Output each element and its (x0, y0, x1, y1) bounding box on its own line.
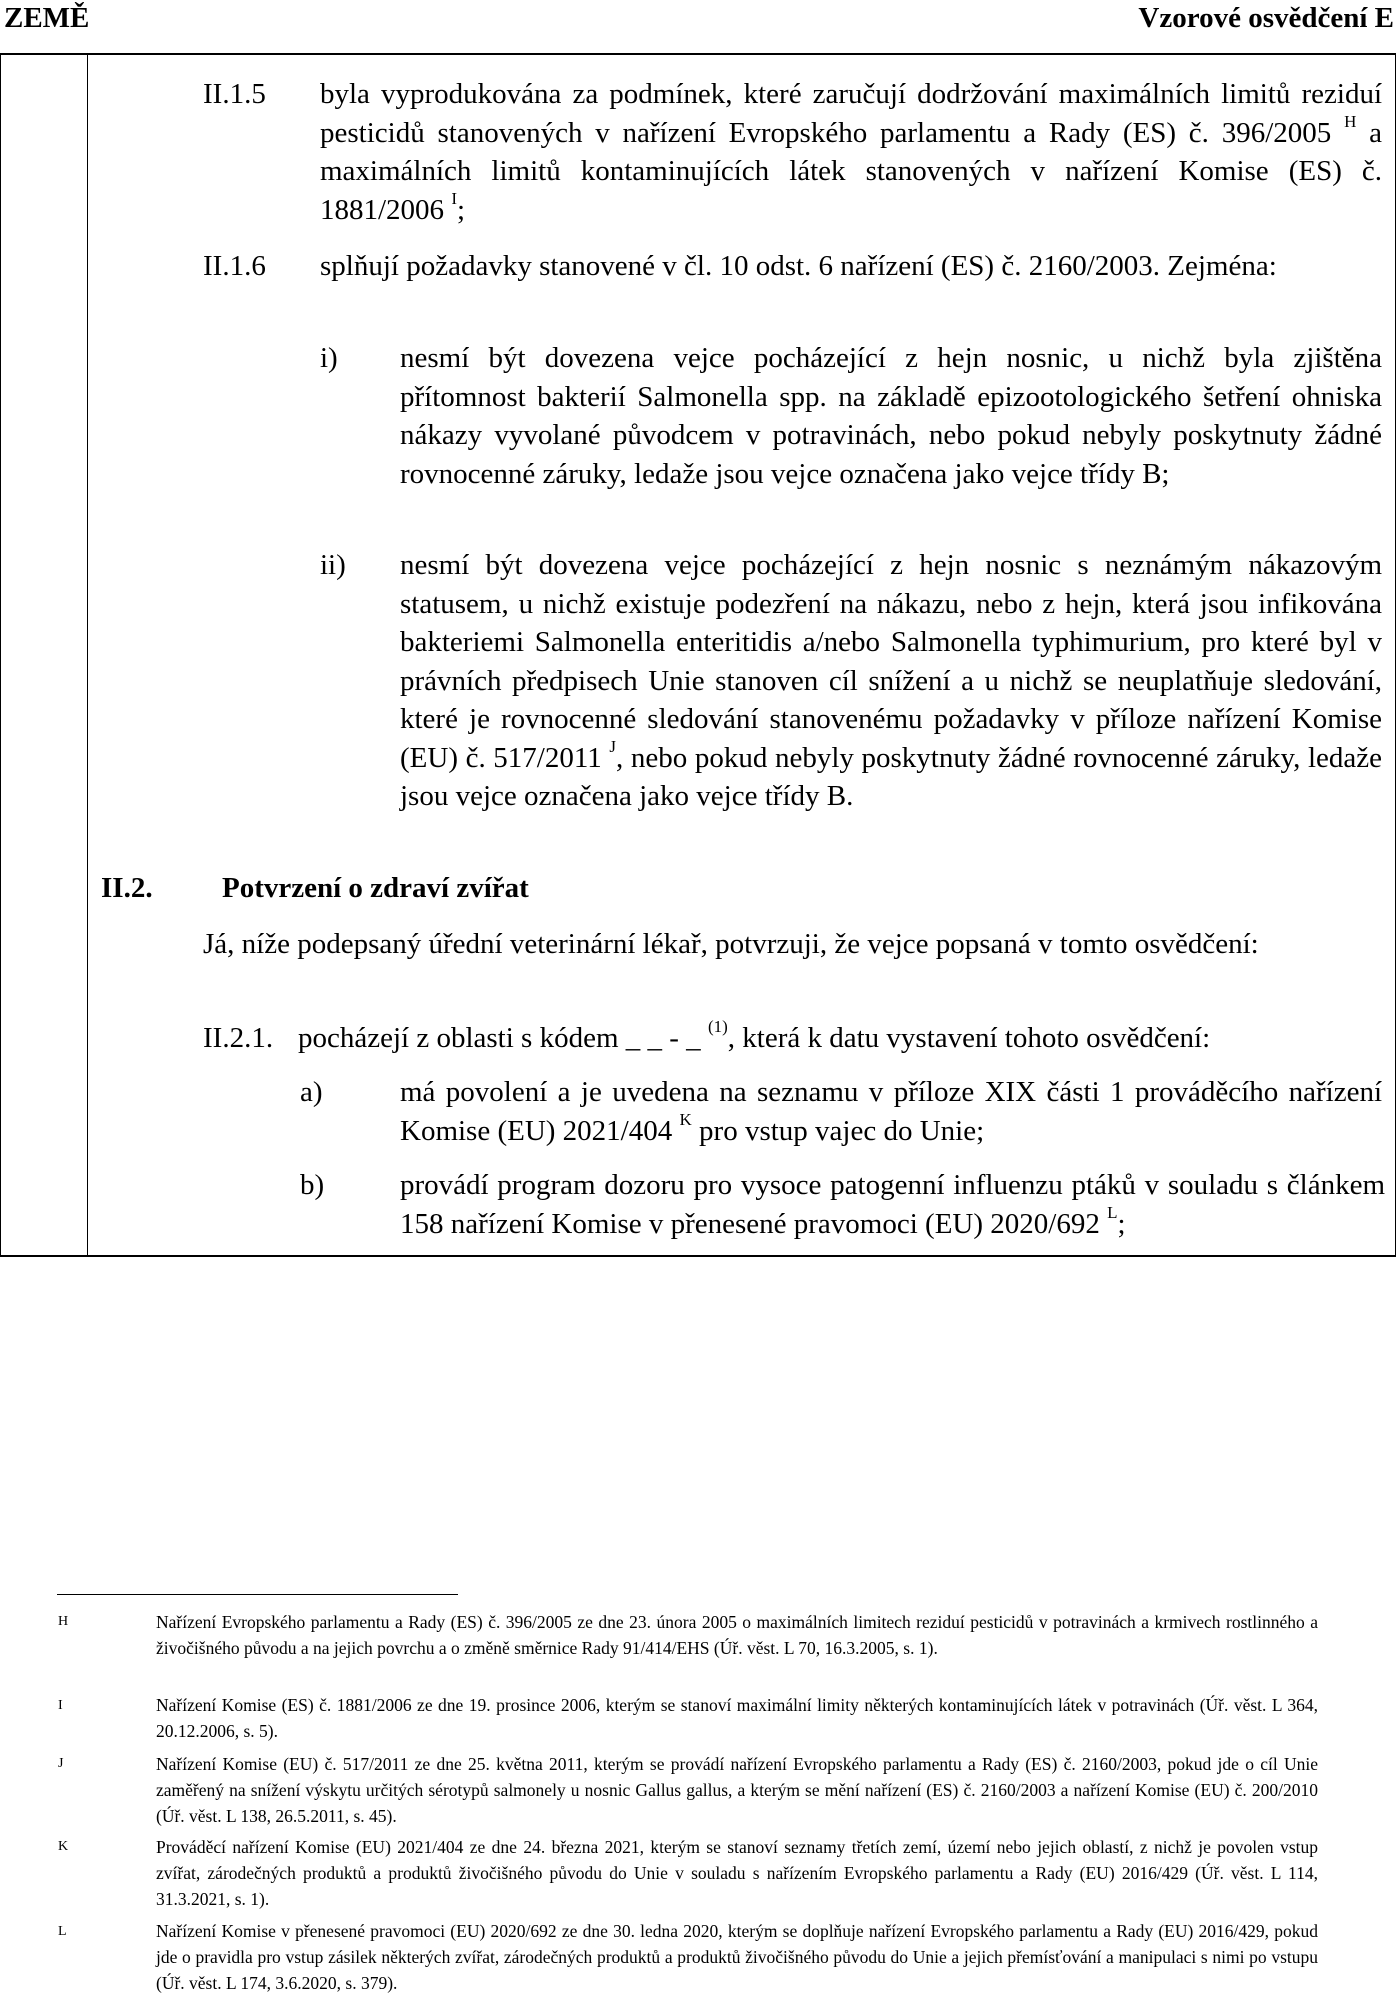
footnote-ref-l[interactable]: L (1107, 1202, 1118, 1222)
header-certificate-title: Vzorové osvědčení E (1138, 2, 1394, 34)
section-II-1-6-text: splňují požadavky stanovené v čl. 10 odst. 6 nařízení (ES) č. 2160/2003. Zejména: (320, 250, 1277, 282)
section-number-II-2: II.2. (101, 872, 153, 904)
footnote-separator (57, 1594, 458, 1595)
section-number-II-1-5: II.1.5 (203, 78, 266, 110)
section-number-II-2-1: II.2.1. (203, 1022, 274, 1054)
item-i-text: nesmí být dovezena vejce pocházející z hejn nosnic, u nichž byla zjištěna přítomnost bakterií Salmonella spp. na základě epizootologického šetření ohniska nákazy vyvolané původcem v potravinách, nebo pokud nebyly poskytnuty žádné rovnocenné záruky, ledaže jsou vejce označena jako vejce třídy B; (400, 342, 1382, 490)
footnote-ref-h[interactable]: H (1344, 111, 1357, 131)
item-a-marker: a) (300, 1076, 323, 1108)
footnote-text-j: Nařízení Komise (EU) č. 517/2011 ze dne 25. května 2011, kterým se provádí nařízení Evropského parlamentu a Rady (ES) č. 2160/2003, pokud jde o cíl Unie zaměřený na snížení výskytu určitých sérotypů salmonely u nosnic Gallus gallus, a kterým se mění nařízení (ES) č. 2160/2003 a nařízení Komise (EU) č. 200/2010 (Úř. věst. L 138, 26.5.2011, s. 45). (156, 1754, 1318, 1826)
item-a-text: má povolení a je uvedena na seznamu v příloze XIX části 1 prováděcího nařízení Komise (EU) 2021/404 $^K$ pro vstup vajec do Unie; (400, 1076, 1382, 1147)
footnote-mark-i: I (58, 1698, 63, 1713)
item-b-text: provádí program dozoru pro vysoce patogenní influenzu ptáků v souladu s článkem 158 nařízení Komise v přenesené pravomoci (EU) 2020/692 $^L$; (400, 1169, 1385, 1240)
section-II-2-intro: Já, níže podepsaný úřední veterinární lékař, potvrzuji, že vejce popsaná v tomto osvědčení: (203, 928, 1259, 960)
section-II-1-5-text: byla vyprodukována za podmínek, které zaručují dodržování maximálních limitů reziduí pesticidů stanovených v nařízení Evropského parlamentu a Rady (ES) č. 396/2005 $^H$ a maximálních limitů kontaminujících látek stanovených v nařízení Komise (ES) č. 1881/2006 $^I$; (320, 78, 1382, 226)
footnote-text-k: Prováděcí nařízení Komise (EU) 2021/404 ze dne 24. března 2021, kterým se stanoví seznamy třetích zemí, území nebo jejich oblastí, z nichž je povolen vstup zvířat, zárodečných produktů a produktů živočišného původu do Unie v souladu s nařízením Evropského parlamentu a Rady (EU) 2016/429 (Úř. věst. L 114, 31.3.2021, s. 1). (156, 1837, 1318, 1909)
footnote-mark-j: J (58, 1756, 64, 1771)
item-i-marker: i) (320, 342, 338, 374)
item-ii-text: nesmí být dovezena vejce pocházející z hejn nosnic s neznámým nákazovým statusem, u nichž existuje podezření na nákazu, nebo z hejn, která jsou infikována bakteriemi Salmonella enteritidis a/nebo Salmonella typhimurium, pro které byl v právních předpisech Unie stanoven cíl snížení a u nichž se neuplatňuje sledování, které je rovnocenné sledování stanovenému požadavky v příloze nařízení Komise (EU) č. 517/2011 $^J$, nebo pokud nebyly poskytnuty žádné rovnocenné záruky, ledaže jsou vejce označena jako vejce třídy B. (400, 549, 1383, 812)
footnote-text-i: Nařízení Komise (ES) č. 1881/2006 ze dne 19. prosince 2006, kterým se stanoví maximální limity některých kontaminujících látek v potravinách (Úř. věst. L 364, 20.12.2006, s. 5). (156, 1695, 1318, 1741)
item-ii-marker: ii) (320, 549, 346, 581)
footnote-ref-j[interactable]: J (609, 736, 617, 756)
section-number-II-1-6: II.1.6 (203, 250, 266, 282)
frame-column-divider (87, 55, 88, 1255)
footnote-mark-l: L (58, 1924, 67, 1939)
section-II-2-title: Potvrzení o zdraví zvířat (222, 872, 529, 904)
footnote-ref-k[interactable]: K (679, 1109, 692, 1129)
footnote-ref-i[interactable]: I (451, 188, 457, 208)
footnote-ref-1[interactable]: (1) (707, 1017, 728, 1037)
footnote-mark-k: K (58, 1839, 69, 1854)
item-b-marker: b) (300, 1169, 325, 1201)
footnote-text-h: Nařízení Evropského parlamentu a Rady (ES) č. 396/2005 ze dne 23. února 2005 o maximálních limitech reziduí pesticidů v potravinách a krmivech rostlinného a živočišného původu a na jejich povrchu a o změně směrnice Rady 91/414/EHS (Úř. věst. L 70, 16.3.2005, s. 1). (156, 1612, 1318, 1658)
header-country: ZEMĚ (4, 2, 90, 34)
footnote-mark-h: H (58, 1614, 69, 1629)
section-II-2-1-text: pocházejí z oblasti s kódem _ _ - _ $^{(1)}$, která k datu vystavení tohoto osvědčení: (298, 1017, 1211, 1054)
footnote-text-l: Nařízení Komise v přenesené pravomoci (EU) 2020/692 ze dne 30. ledna 2020, kterým se doplňuje nařízení Evropského parlamentu a Rady (EU) 2016/429, pokud jde o pravidla pro vstup zásilek některých zvířat, zárodečných produktů a produktů živočišného původu do Unie a jejich přemísťování a manipulaci s nimi po vstupu (Úř. věst. L 174, 3.6.2020, s. 379). (156, 1921, 1318, 1993)
